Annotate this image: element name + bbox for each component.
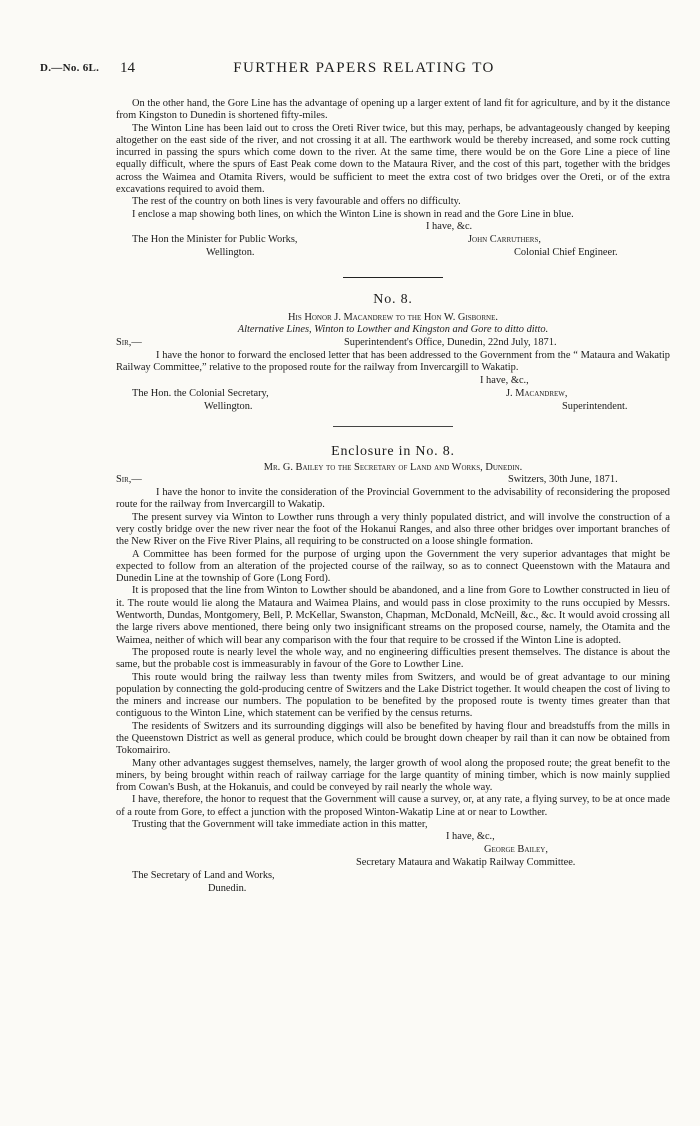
paragraph: The rest of the country on both lines is very favourable and offers no difficulty. — [132, 196, 461, 208]
running-title: FURTHER PAPERS RELATING TO — [233, 60, 495, 76]
signer-name: J. Macandrew, — [506, 387, 568, 399]
signer-name: George Bailey, — [484, 844, 548, 856]
paragraph: Trusting that the Government will take immediate action in this matter, — [132, 819, 428, 831]
salutation-line — [116, 337, 670, 350]
signer-line — [116, 844, 670, 857]
paragraph: Many other advantages suggest themselves, namely, the larger growth of wool along the proposed route; the great benefit to the miners, by being brought within reach of railway carriage for the large quantity of mining timber, which is now mainly supplied from Cowan's Bush, at the Hokanuis, and could be conveyed by rail nearly the whole way. — [116, 757, 670, 794]
correspondence-heading: His Honor J. Macandrew to the Hon W. Gisborne. — [288, 311, 498, 323]
addressee-line — [116, 870, 670, 883]
paragraph: The proposed route is nearly level the whole way, and no engineering difficulties present themselves. The distance is about the same, but the probable cost is immeasurably in favour of the Gore to Lowther Line. — [116, 646, 670, 671]
closing: I have, &c. — [426, 220, 473, 232]
signer-title: Colonial Chief Engineer. — [514, 246, 618, 258]
salutation: Sir,— — [116, 336, 142, 348]
paragraph: On the other hand, the Gore Line has the advantage of opening up a larger extent of land fit for agriculture, and by it the distance from Kingston to Dunedin is shortened fifty-miles. — [116, 98, 670, 122]
paragraph: I enclose a map showing both lines, on which the Winton Line is shown in read and the Gore Line in blue. — [132, 208, 574, 220]
correspondence-heading: Mr. G. Bailey to the Secretary of Land and Works, Dunedin. — [263, 461, 523, 473]
paragraph: The Winton Line has been laid out to cross the Oreti River twice, but this may, perhaps, be advantageously changed by keeping altogether on the east side of the river, and not crossing it at all. The earthwork would be thereby increased, and some rock cutting incurred in passing the spurs which come down to the river. At the same time, there would be on the Gore Line a piece of line equally difficult, where the spurs of East Peak come down to the Mataura River, and the cost of this part, together with the bridges across the Waimea and Otamita Rivers, would be sufficient to meet the extra cost of two bridges over the Oreti, or of the extra excavations required to avoid them. — [116, 122, 670, 196]
page-number: 14 — [120, 60, 135, 76]
enclosure-title: Enclosure in No. 8. — [331, 443, 455, 459]
closing-line — [116, 375, 670, 388]
closing-line — [116, 831, 670, 844]
document-no-8 — [116, 278, 670, 414]
paragraph: It is proposed that the line from Winton to Lowther should be abandoned, and a line from Gore to Lowther constructed in lieu of it. The route would lie along the Mataura and Waimea Plains, and would pass in close proximity to the runs occupied by Messrs. Wentworth, Dundas, Montgomery, Bell, P. McKellar, Swanston, Chapman, McDonald, McNeill, &c., &c. It would avoid crossing all the large rivers above mentioned, there being only two insignificant streams on the proposed course, namely, the Otamita and the Waimea, neither of which will bear any comparison with the four that require to be crossed if the Winton Line is adopted. — [116, 585, 670, 646]
paragraph: The residents of Switzers and its surrounding diggings will also be benefited by having flour and breadstuffs from the mills in the Queenstown District as well as general produce, which could be brought down cheaper by rail than it can now be obtained from Tokomairiro. — [116, 720, 670, 757]
signer-title: Secretary Mataura and Wakatip Railway Committee. — [356, 857, 576, 869]
paragraph: The present survey via Winton to Lowther runs through a very thinly populated district, and will involve the construction of a very costly bridge over the new river near the foot of the Hokanui Ranges, and also three other bridges over important branches of the New River on the Five River Plains, all requiring to be constructed on a loose shingle formation. — [116, 511, 670, 548]
addressee: The Hon. the Colonial Secretary, — [132, 387, 269, 399]
addressee-place: Wellington. — [204, 400, 253, 412]
addressee-place: Dunedin. — [208, 883, 247, 895]
letter-carruthers — [116, 98, 670, 260]
signature-title-line — [116, 401, 670, 414]
addressee: The Hon the Minister for Public Works, — [132, 233, 298, 245]
page-body — [116, 98, 670, 896]
document-number: No. 8. — [373, 291, 413, 307]
signer-title: Superintendent. — [562, 400, 628, 412]
dateline: Superintendent's Office, Dunedin, 22nd July, 1871. — [344, 336, 557, 348]
addressee: The Secretary of Land and Works, — [132, 870, 275, 882]
signature-line — [116, 388, 670, 401]
signer-name: John Carruthers, — [468, 233, 541, 245]
dateline: Switzers, 30th June, 1871. — [508, 474, 618, 486]
paragraph: I have, therefore, the honor to request that the Government will cause a survey, or, at any rate, a flying survey, to be at once made of a route from Gore, to effect a junction with the proposed Winton-Wakatip Line at or near to Lowther. — [116, 794, 670, 818]
salutation: Sir,— — [116, 474, 142, 486]
closing: I have, &c., — [480, 374, 529, 386]
signer-title-line — [116, 857, 670, 870]
paragraph: This route would bring the railway less than twenty miles from Switzers, and would be of great advantage to our mining population by connecting the gold-producing centre of Switzers and the Lake District together. It would cheapen the cost of living to the miners and increase our numbers. The population to be benefited by the proposed route is twenty times greater than that contiguous to the Winton Line, which statement can be verified by the census returns. — [116, 671, 670, 720]
page-header — [40, 61, 670, 81]
signature-title-line — [116, 247, 670, 260]
enclosure-no-8 — [116, 427, 670, 897]
signature-line — [116, 234, 670, 247]
paragraph: I have the honor to forward the enclosed letter that has been addressed to the Government from the “ Mataura and Wakatip Railway Committee,” relative to the proposed route for the railway from Invercargill to Wakatip. — [116, 349, 670, 374]
subject-line: Alternative Lines, Winton to Lowther and Kingston and Gore to ditto ditto. — [237, 324, 549, 336]
closing-line — [116, 221, 670, 234]
salutation-line — [116, 474, 670, 487]
paragraph: I have the honor to invite the consideration of the Provincial Government to the advisability of reconsidering the proposed route for the railway from Invercargill to Wakatip. — [116, 487, 670, 511]
paragraph: A Committee has been formed for the purpose of urging upon the Government the very superior advantages that might be expected to follow from an alteration of the projected course of the railway, so as to connect Queenstown with the Mataura and Dunedin Line at the township of Gore (Long Ford). — [116, 548, 670, 585]
closing: I have, &c., — [446, 831, 495, 843]
addressee-place-line — [116, 883, 670, 896]
document-reference: D.—No. 6L. — [40, 62, 100, 74]
addressee-place: Wellington. — [206, 246, 255, 258]
